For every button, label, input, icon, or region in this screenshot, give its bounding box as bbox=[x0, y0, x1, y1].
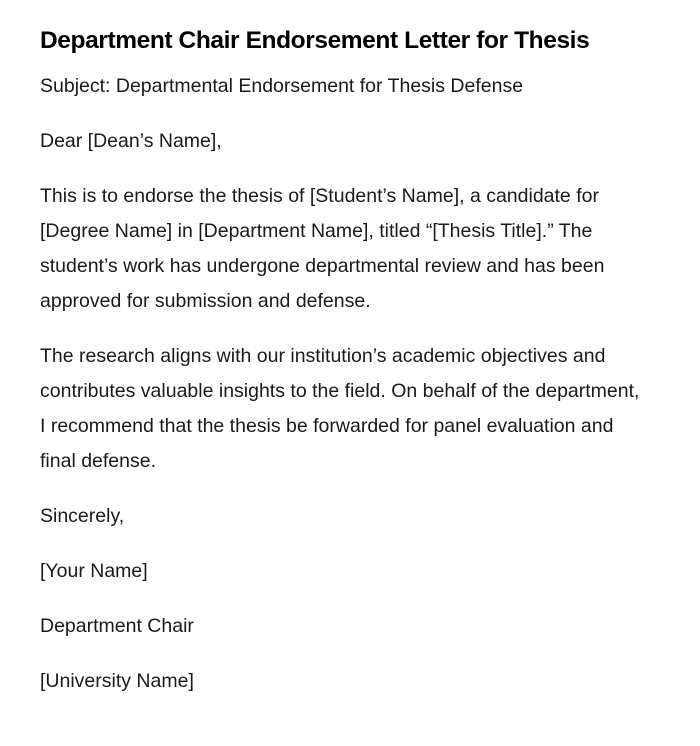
subject-line: Subject: Departmental Endorsement for Thesis Defense bbox=[40, 75, 524, 97]
signature-name: [Your Name] bbox=[40, 560, 148, 582]
signature-position: Department Chair bbox=[40, 615, 194, 637]
document-title: Department Chair Endorsement Letter for Thesis bbox=[40, 27, 590, 54]
closing: Sincerely, bbox=[40, 505, 125, 527]
body-paragraph-1: This is to endorse the thesis of [Student’s Name], a candidate for [Degree Name] in [Department Name], titled “[Thesis Title].” The student’s work has undergone departmental review and has been approved for submission and defense. bbox=[40, 185, 605, 312]
body-paragraph-2: The research aligns with our institution’s academic objectives and contributes valuable insights to the field. On behalf of the department, I recommend that the thesis be forwarded for panel evaluation and final defense. bbox=[40, 345, 640, 472]
salutation: Dear [Dean’s Name], bbox=[40, 130, 222, 152]
letter-document bbox=[40, 24, 650, 699]
signature-institution: [University Name] bbox=[40, 670, 194, 692]
